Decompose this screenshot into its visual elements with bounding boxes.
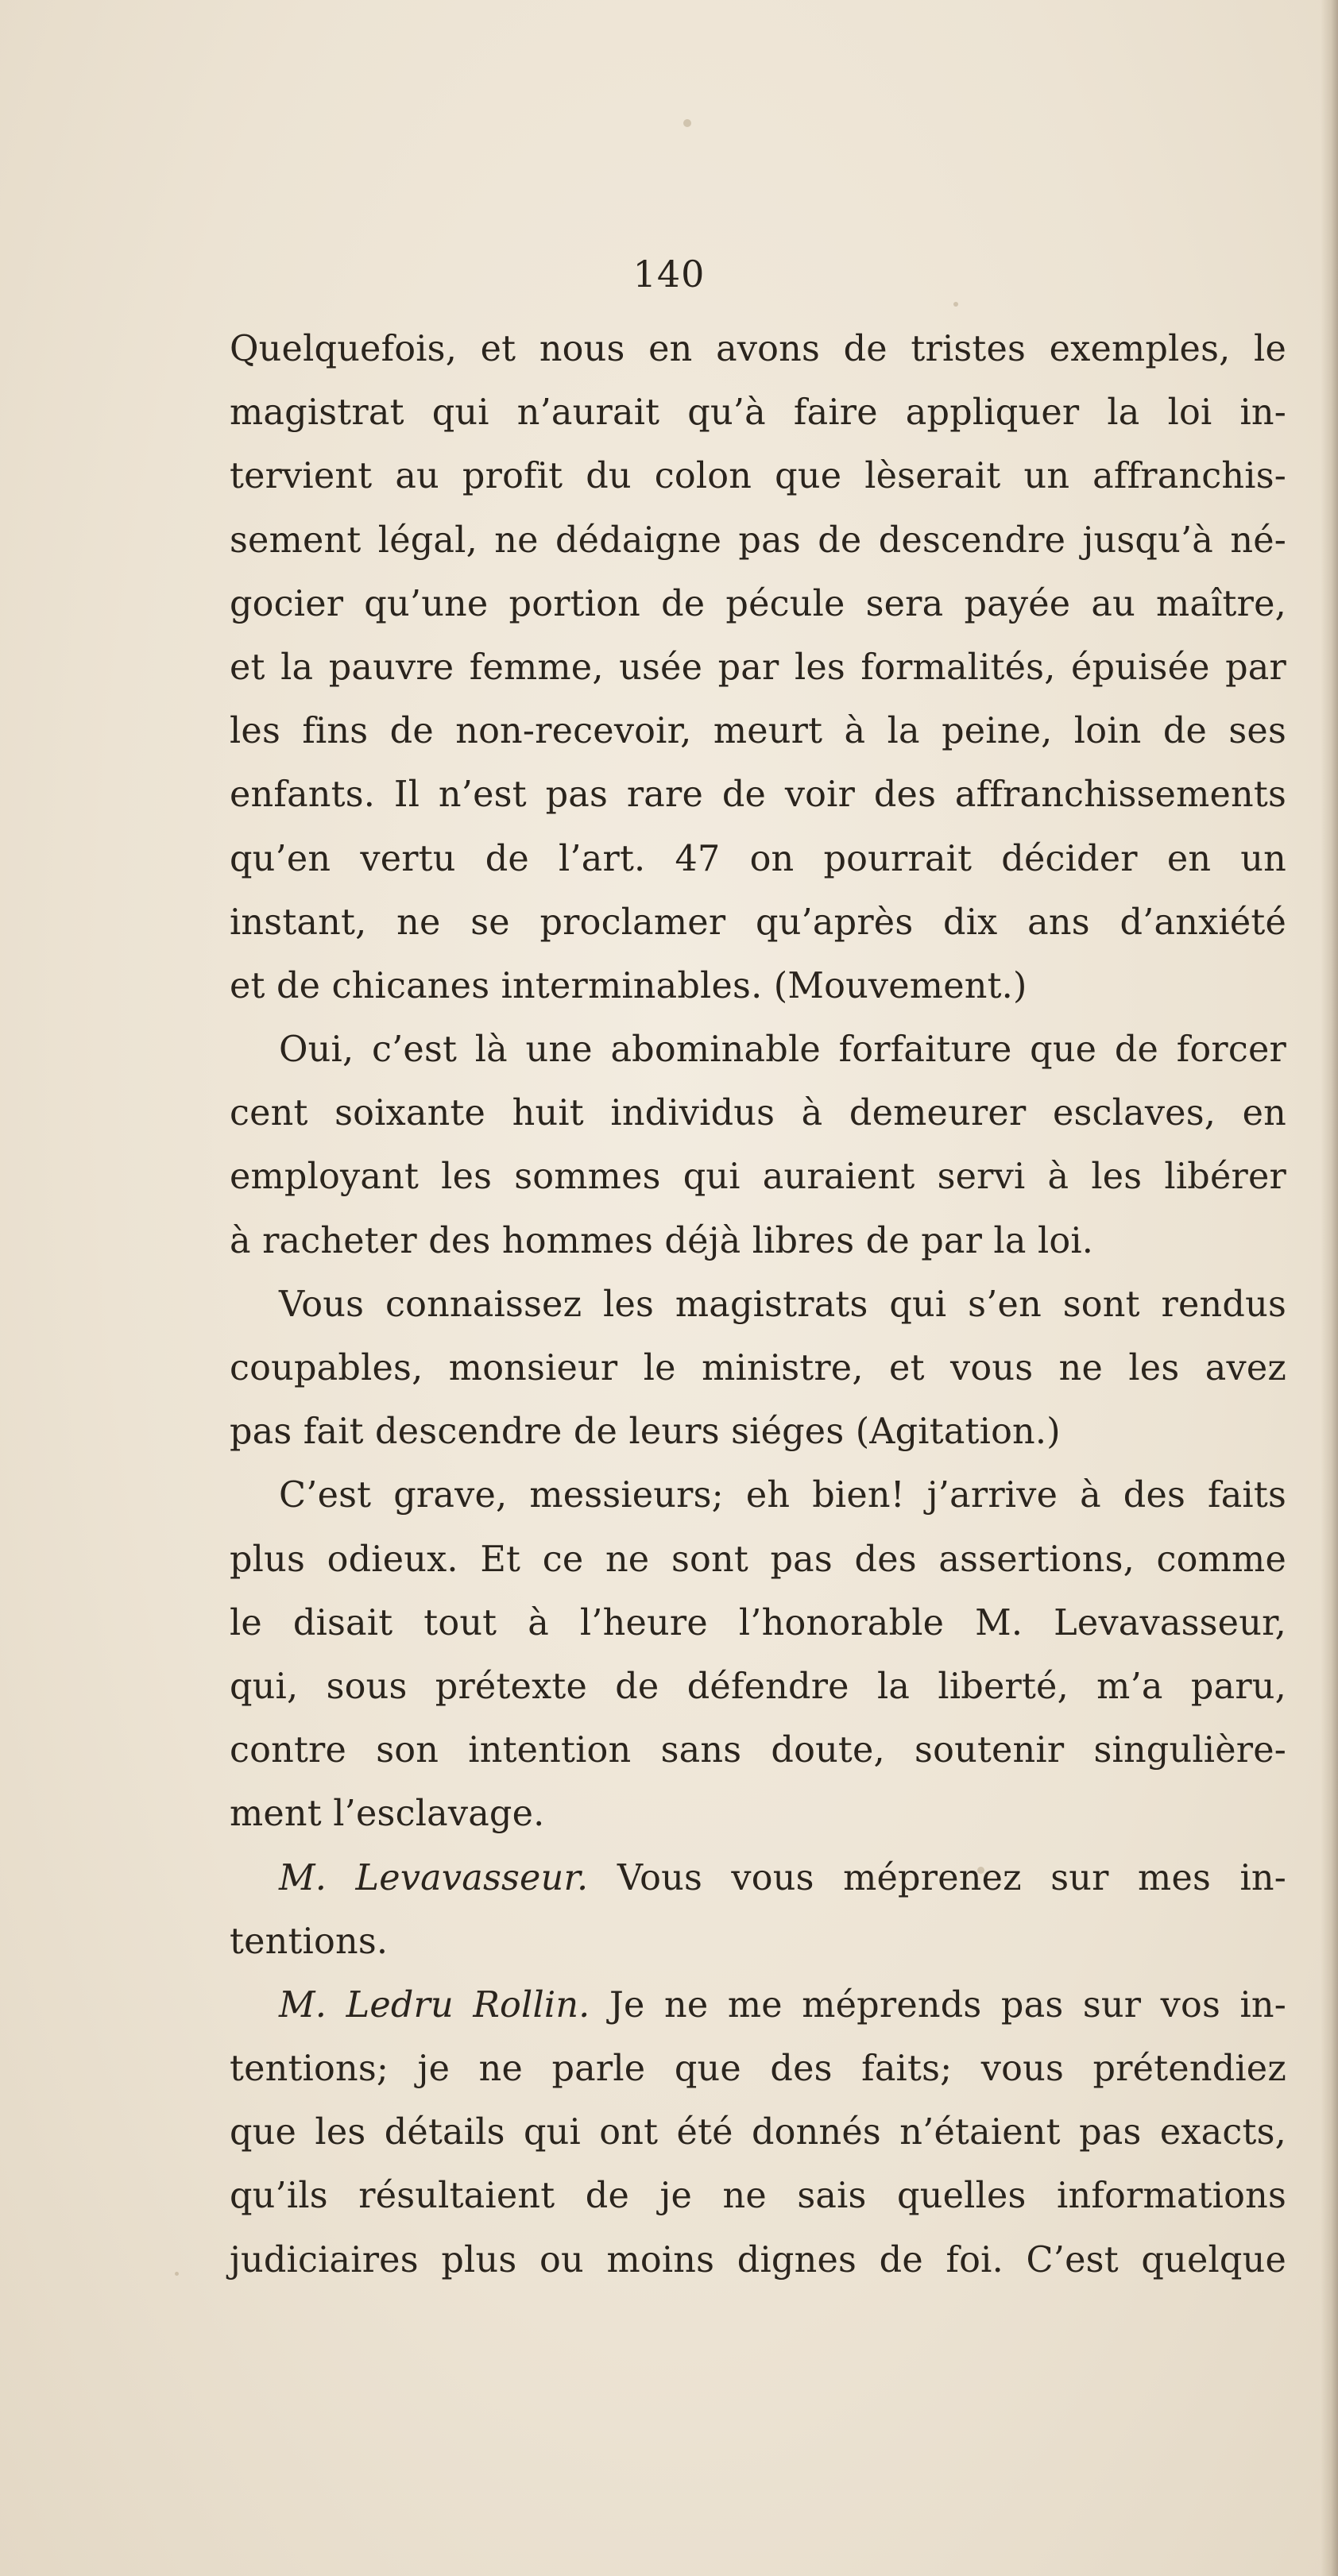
text-line: coupables, monsieur le ministre, et vous ne les avez: [230, 1348, 1286, 1388]
text-line: que les détails qui ont été donnés n’étaient pas exacts,: [230, 2112, 1286, 2153]
text-line: tentions.: [230, 1921, 389, 1962]
text-line: ment l’esclavage.: [230, 1794, 545, 1835]
text-line: à racheter des hommes déjà libres de par la loi.: [230, 1220, 1094, 1261]
text-line: qu’ils résultaient de je ne sais quelles informations: [230, 2176, 1286, 2217]
text-line: les fins de non-recevoir, meurt à la peine, loin de ses: [230, 711, 1286, 752]
speaker-text: Je ne me méprends pas sur vos in-: [590, 1984, 1286, 2026]
text-line: gocier qu’une portion de pécule sera payée au maître,: [230, 583, 1286, 624]
text-line: Vous connaissez les magistrats qui s’en sont rendus: [279, 1284, 1286, 1325]
text-line: Quelquefois, et nous en avons de tristes exemples, le: [230, 329, 1286, 369]
page-number: 140: [632, 253, 706, 295]
text-line: qu’en vertu de l’art. 47 on pourrait décider en un: [230, 838, 1286, 879]
text-line: tentions; je ne parle que des faits; vous prétendiez: [230, 2049, 1286, 2090]
text-line: enfants. Il n’est pas rare de voir des affranchissements: [230, 774, 1286, 816]
text-line: plus odieux. Et ce ne sont pas des assertions, comme: [230, 1539, 1286, 1580]
speaker-name: M. Ledru Rollin.: [279, 1984, 590, 2026]
text-line: tervient au profit du colon que lèserait un affranchis-: [230, 456, 1286, 497]
paper-speck: [175, 2272, 179, 2276]
text-line: employant les sommes qui auraient servi à les libérer: [230, 1157, 1286, 1198]
text-line: pas fait descendre de leurs siéges (Agitation.): [230, 1412, 1061, 1453]
paper-speck: [953, 302, 958, 307]
text-line: et de chicanes interminables. (Mouvement.): [230, 965, 1027, 1006]
text-line: le disait tout à l’heure l’honorable M. Levavasseur,: [230, 1602, 1286, 1643]
body-text: [230, 318, 1286, 2292]
text-line: judiciaires plus ou moins dignes de foi. C’est quelque: [230, 2239, 1286, 2281]
text-line: C’est grave, messieurs; eh bien! j’arrive à des faits: [279, 1475, 1286, 1516]
text-line: contre son intention sans doute, soutenir singulière-: [230, 1730, 1286, 1771]
page-edge-shadow: [1321, 0, 1338, 2576]
text-line: et la pauvre femme, usée par les formalités, épuisée par: [230, 647, 1286, 688]
text-line: cent soixante huit individus à demeurer esclaves, en: [230, 1093, 1286, 1134]
speaker-text: Vous vous méprenez sur mes in-: [588, 1857, 1286, 1898]
speaker-name: M. Levavasseur.: [279, 1857, 589, 1898]
speaker-line: [230, 1974, 1286, 2037]
text-line: magistrat qui n’aurait qu’à faire appliquer la loi in-: [230, 392, 1286, 434]
text-line: qui, sous prétexte de défendre la liberté, m’a paru,: [230, 1666, 1286, 1707]
speaker-line: [230, 1847, 1286, 1910]
text-line: Oui, c’est là une abominable forfaiture que de forcer: [279, 1029, 1286, 1071]
paper-speck: [683, 119, 691, 127]
text-line: instant, ne se proclamer qu’après dix ans d’anxiété: [230, 902, 1286, 943]
text-line: sement légal, ne dédaigne pas de descendre jusqu’à né-: [230, 519, 1286, 561]
